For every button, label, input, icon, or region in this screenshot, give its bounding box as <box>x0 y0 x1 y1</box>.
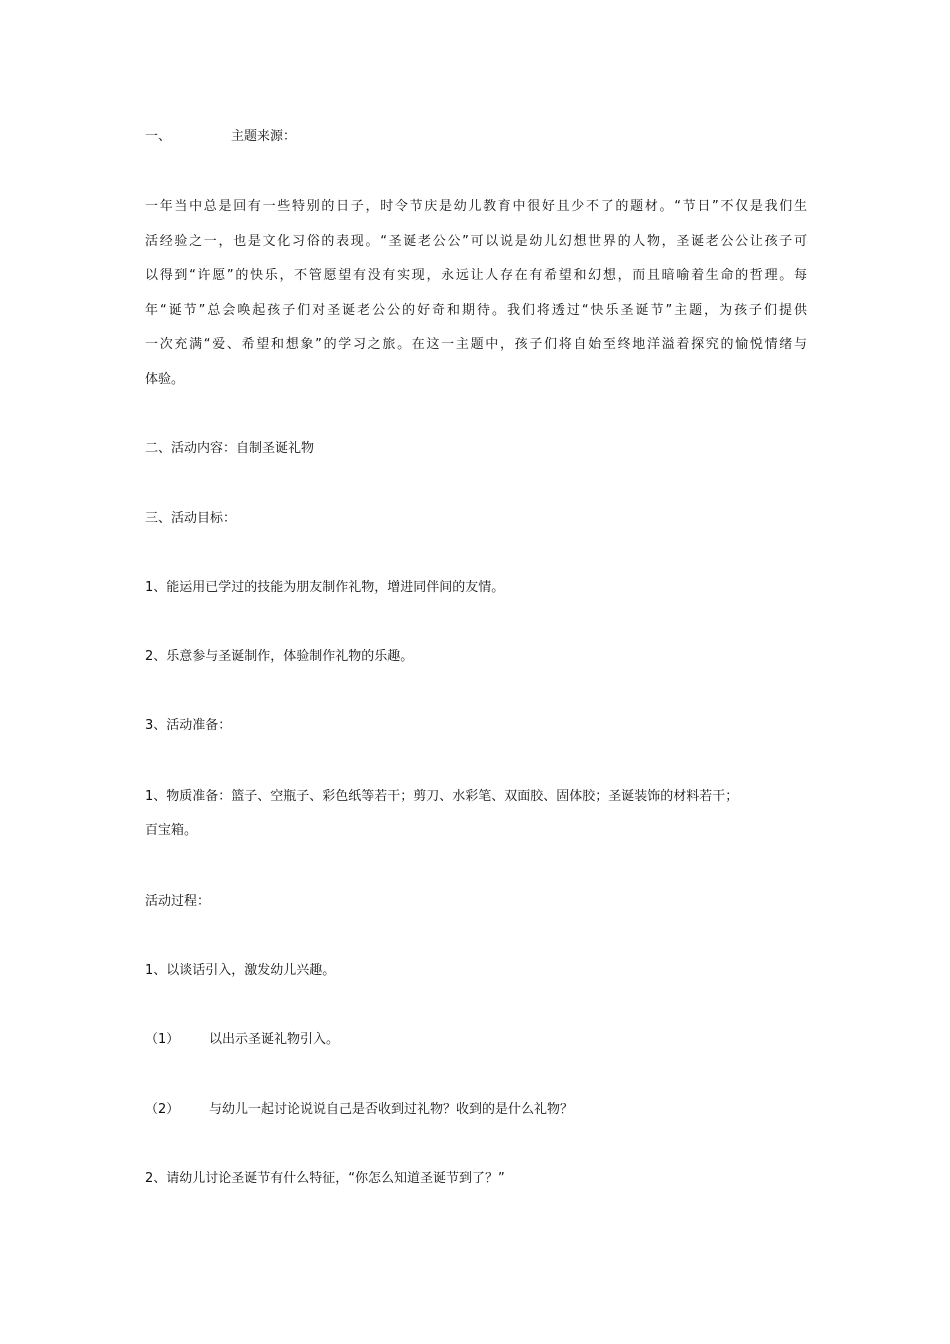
goal-3: 3、活动准备： <box>145 718 232 733</box>
materials-line-2: 百宝箱。 <box>145 823 198 838</box>
substep-2-number: （2） <box>145 1102 180 1117</box>
process-title: 活动过程： <box>145 894 211 909</box>
process-step-2: 2、请幼儿讨论圣诞节有什么特征，“你怎么知道圣诞节到了？” <box>145 1171 505 1186</box>
intro-paragraph <box>145 190 807 397</box>
materials-line-1: 1、物质准备：篮子、空瓶子、彩色纸等若干；剪刀、水彩笔、双面胶、固体胶；圣诞装饰的材料若干； <box>145 789 739 804</box>
section-3-heading: 三、活动目标： <box>145 511 237 526</box>
substep-1-number: （1） <box>145 1032 180 1047</box>
intro-line: 一次充满“爱、希望和想象”的学习之旅。在这一主题中，孩子们将自始至终地洋溢着探究的愉悦情绪与 <box>145 337 807 352</box>
process-step-1: 1、以谈话引入，激发幼儿兴趣。 <box>145 963 336 978</box>
intro-line: 以得到“许愿”的快乐，不管愿望有没有实现，永远让人存在有希望和幻想，而且暗喻着生命的哲理。每 <box>145 268 807 283</box>
intro-line: 年“诞节”总会唤起孩子们对圣诞老公公的好奇和期待。我们将透过“快乐圣诞节”主题，为孩子们提供 <box>145 302 807 318</box>
goal-1: 1、能运用已学过的技能为朋友制作礼物，增进同伴间的友情。 <box>145 580 505 595</box>
process-substep-2 <box>145 1101 573 1119</box>
substep-1-text: 以出示圣诞礼物引入。 <box>209 1032 340 1047</box>
section-1-title: 主题来源： <box>231 129 297 144</box>
intro-line: 活经验之一，也是文化习俗的表现。“圣诞老公公”可以说是幼儿幻想世界的人物，圣诞老公公让孩子可 <box>145 233 807 249</box>
intro-line: 体验。 <box>145 371 185 387</box>
intro-line: 一年当中总是回有一些特别的日子，时令节庆是幼儿教育中很好且少不了的题材。“节日”不仅是我们生 <box>145 199 807 214</box>
section-1-heading <box>145 128 296 146</box>
process-substep-1 <box>145 1031 339 1049</box>
section-2-heading: 二、活动内容：自制圣诞礼物 <box>145 441 315 456</box>
section-1-number: 一、 <box>145 129 172 144</box>
goal-2: 2、乐意参与圣诞制作，体验制作礼物的乐趣。 <box>145 649 414 664</box>
substep-2-text: 与幼儿一起讨论说说自己是否收到过礼物？收到的是什么礼物？ <box>209 1102 574 1117</box>
